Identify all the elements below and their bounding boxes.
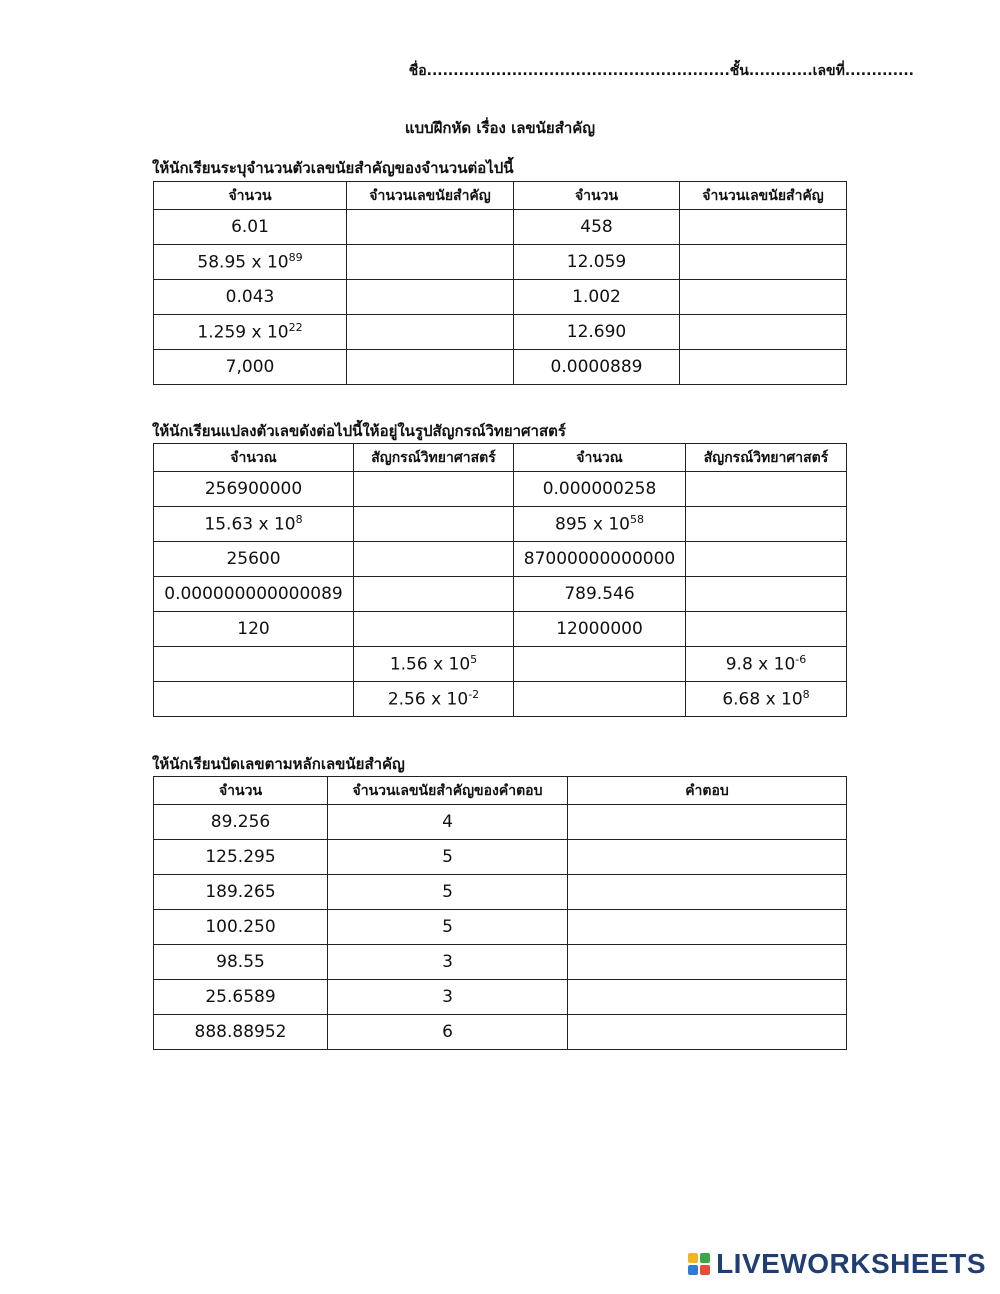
table-row [154, 945, 847, 980]
column-header: จำนวนเลขนัยสำคัญของคำตอบ [328, 777, 568, 805]
number-cell: 98.55 [154, 945, 328, 980]
value-exponent: 58 [629, 513, 644, 527]
table-row [154, 647, 847, 682]
table-row [154, 805, 847, 840]
answer-cell[interactable] [686, 542, 847, 577]
number-cell: 25.6589 [154, 980, 328, 1015]
answer-cell[interactable] [680, 280, 847, 315]
table-row [154, 280, 847, 315]
table-row [154, 910, 847, 945]
value-cell [154, 210, 347, 245]
value-base: 0.000000000000089 [164, 584, 343, 604]
table-row [154, 472, 847, 507]
answer-cell[interactable] [354, 577, 514, 612]
value-base: 789.546 [564, 584, 635, 604]
value-exponent: 8 [295, 513, 303, 527]
table-header-row [154, 444, 847, 472]
column-header: จำนวน [154, 777, 328, 805]
value-base: 1.259 x 10 [197, 322, 289, 343]
value-base: 895 x 10 [555, 514, 630, 535]
table-row [154, 682, 847, 717]
table-row [154, 1015, 847, 1050]
table-header-row [154, 777, 847, 805]
sig-figs-cell: 3 [328, 945, 568, 980]
sig-figs-cell: 5 [328, 840, 568, 875]
scientific-notation-table [153, 443, 847, 717]
value-cell [154, 350, 347, 385]
answer-cell[interactable] [568, 875, 847, 910]
value-cell [154, 507, 354, 542]
answer-cell[interactable] [354, 507, 514, 542]
logo-square [700, 1253, 710, 1263]
value-exponent: -6 [795, 653, 807, 667]
number-cell: 888.88952 [154, 1015, 328, 1050]
value-cell [514, 210, 680, 245]
answer-cell[interactable] [347, 280, 514, 315]
value-base: 12000000 [556, 619, 643, 639]
answer-cell[interactable] [347, 350, 514, 385]
table-header-row [154, 182, 847, 210]
answer-cell[interactable] [680, 210, 847, 245]
sig-figs-cell: 4 [328, 805, 568, 840]
value-base: 58.95 x 10 [197, 252, 289, 273]
logo-mark-icon [688, 1253, 710, 1275]
value-cell [154, 612, 354, 647]
value-exponent: 22 [288, 321, 303, 335]
logo-square [688, 1265, 698, 1275]
answer-cell[interactable] [686, 507, 847, 542]
column-header: สัญกรณ์วิทยาศาสตร์ [686, 444, 847, 472]
answer-cell[interactable] [347, 245, 514, 280]
value-cell [514, 507, 686, 542]
value-base: 12.059 [566, 252, 627, 272]
answer-cell[interactable] [154, 647, 354, 682]
logo-text: LIVEWORKSHEETS [716, 1248, 986, 1279]
value-base: 256900000 [204, 479, 303, 499]
sig-figs-cell: 5 [328, 875, 568, 910]
column-header: จำนวน [154, 182, 347, 210]
value-base: 25600 [226, 549, 281, 569]
rounding-table [153, 776, 847, 1050]
section3-instruction: ให้นักเรียนปัดเลขตามหลักเลขนัยสำคัญ [152, 755, 405, 773]
value-cell [154, 315, 347, 350]
sig-figs-cell: 3 [328, 980, 568, 1015]
answer-cell[interactable] [680, 315, 847, 350]
value-cell [154, 577, 354, 612]
value-exponent: 8 [802, 688, 810, 702]
table-row [154, 577, 847, 612]
table-row [154, 350, 847, 385]
answer-cell[interactable] [686, 472, 847, 507]
value-cell [154, 542, 354, 577]
table-row [154, 245, 847, 280]
answer-cell[interactable] [686, 577, 847, 612]
value-base: 87000000000000 [523, 549, 676, 569]
value-base: 0.0000889 [550, 357, 643, 377]
answer-cell[interactable] [568, 840, 847, 875]
value-base: 9.8 x 10 [725, 654, 796, 675]
answer-cell[interactable] [514, 682, 686, 717]
value-base: 120 [237, 619, 270, 639]
answer-cell[interactable] [354, 542, 514, 577]
answer-cell[interactable] [347, 315, 514, 350]
table-row [154, 840, 847, 875]
value-base: 15.63 x 10 [204, 514, 296, 535]
value-cell [514, 280, 680, 315]
table-row [154, 875, 847, 910]
value-cell [514, 612, 686, 647]
logo-square [700, 1265, 710, 1275]
value-cell [514, 350, 680, 385]
answer-cell[interactable] [354, 612, 514, 647]
value-cell [514, 472, 686, 507]
value-cell [354, 682, 514, 717]
value-base: 2.56 x 10 [387, 689, 469, 710]
answer-cell[interactable] [568, 910, 847, 945]
table-row [154, 612, 847, 647]
answer-cell[interactable] [354, 472, 514, 507]
section2-instruction: ให้นักเรียนแปลงตัวเลขดังต่อไปนี้ให้อยู่ในรูปสัญกรณ์วิทยาศาสตร์ [152, 422, 566, 440]
sig-figs-cell: 5 [328, 910, 568, 945]
value-base: 1.002 [572, 287, 621, 307]
table-row [154, 542, 847, 577]
value-base: 6.68 x 10 [722, 689, 803, 710]
column-header: จำนวณ [514, 444, 686, 472]
page-title: แบบฝึกหัด เรื่อง เลขนัยสำคัญ [404, 119, 596, 137]
number-cell: 89.256 [154, 805, 328, 840]
answer-cell[interactable] [568, 945, 847, 980]
value-exponent: 89 [288, 251, 303, 265]
answer-cell[interactable] [568, 1015, 847, 1050]
answer-cell[interactable] [680, 350, 847, 385]
value-cell [514, 245, 680, 280]
column-header: จำนวน [514, 182, 680, 210]
significant-figures-table [153, 181, 847, 385]
value-cell [686, 682, 847, 717]
answer-cell[interactable] [568, 805, 847, 840]
sig-figs-cell: 6 [328, 1015, 568, 1050]
liveworksheets-logo [688, 1248, 986, 1280]
value-base: 12.690 [566, 322, 627, 342]
column-header: จำนวนเลขนัยสำคัญ [347, 182, 514, 210]
table-row [154, 210, 847, 245]
value-exponent: -2 [468, 688, 480, 702]
value-base: 6.01 [231, 217, 269, 237]
value-exponent: 5 [470, 653, 478, 667]
number-cell: 125.295 [154, 840, 328, 875]
value-base: 1.56 x 10 [389, 654, 471, 675]
number-cell: 189.265 [154, 875, 328, 910]
answer-cell[interactable] [347, 210, 514, 245]
column-header: คำตอบ [568, 777, 847, 805]
section1-instruction: ให้นักเรียนระบุจำนวนตัวเลขนัยสำคัญของจำนวนต่อไปนี้ [152, 159, 514, 177]
value-cell [514, 542, 686, 577]
value-cell [154, 472, 354, 507]
table-row [154, 507, 847, 542]
answer-cell[interactable] [680, 245, 847, 280]
value-cell [154, 245, 347, 280]
column-header: จำนวนเลขนัยสำคัญ [680, 182, 847, 210]
answer-cell[interactable] [568, 980, 847, 1015]
table-row [154, 980, 847, 1015]
answer-cell[interactable] [686, 612, 847, 647]
table-row [154, 315, 847, 350]
value-cell [154, 280, 347, 315]
column-header: จำนวณ [154, 444, 354, 472]
value-base: 0.043 [225, 287, 275, 307]
value-base: 458 [580, 217, 613, 237]
value-base: 0.000000258 [542, 479, 657, 499]
column-header: สัญกรณ์วิทยาศาสตร์ [354, 444, 514, 472]
value-cell [354, 647, 514, 682]
answer-cell[interactable] [514, 647, 686, 682]
answer-cell[interactable] [154, 682, 354, 717]
number-cell: 100.250 [154, 910, 328, 945]
value-cell [686, 647, 847, 682]
value-cell [514, 577, 686, 612]
value-base: 7,000 [225, 357, 275, 377]
student-info-line: ชื่อ.........................................................ชั้น............เลขที่............. [408, 63, 914, 79]
logo-square [688, 1253, 698, 1263]
value-cell [514, 315, 680, 350]
